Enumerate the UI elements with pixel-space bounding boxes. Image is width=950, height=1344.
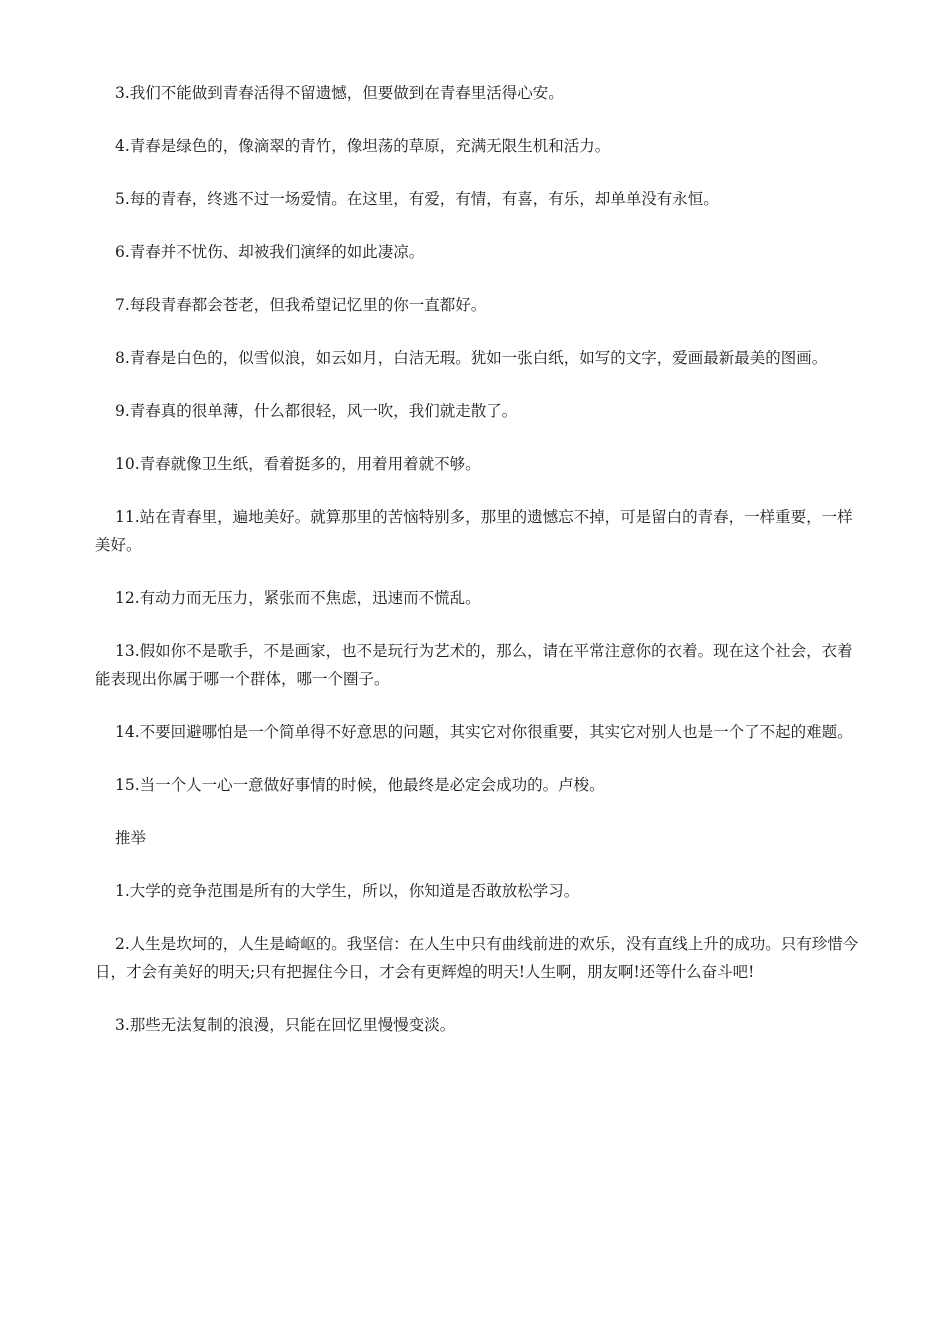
list-item: 6.青春并不忧伤、却被我们演绎的如此凄凉。 — [115, 243, 425, 261]
list-item: 5.每的青春，终逃不过一场爱情。在这里，有爱，有情，有喜，有乐，却单单没有永恒。 — [115, 190, 719, 208]
list-item: 2.人生是坎坷的，人生是崎岖的。我坚信：在人生中只有曲线前进的欢乐，没有直线上升的成功。只有珍惜今日，才会有美好的明天;只有把握住今日，才会有更辉煌的明天!人生啊，朋友啊!还等什么奋斗吧! — [95, 935, 859, 981]
list-item: 1.大学的竞争范围是所有的大学生，所以，你知道是否敢放松学习。 — [115, 882, 580, 900]
list-item: 8.青春是白色的，似雪似浪，如云如月，白洁无瑕。犹如一张白纸，如写的文字，爱画最新最美的图画。 — [115, 349, 828, 367]
list-item: 4.青春是绿色的，像滴翠的青竹，像坦荡的草原，充满无限生机和活力。 — [115, 137, 611, 155]
list-item: 3.那些无法复制的浪漫，只能在回忆里慢慢变淡。 — [115, 1016, 456, 1034]
section-heading: 推举 — [115, 829, 147, 847]
list-item: 13.假如你不是歌手，不是画家，也不是玩行为艺术的，那么，请在平常注意你的衣着。现在这个社会，衣着能表现出你属于哪一个群体，哪一个圈子。 — [95, 642, 853, 688]
document-body — [95, 79, 865, 1064]
list-item: 14.不要回避哪怕是一个简单得不好意思的问题，其实它对你很重要，其实它对别人也是一个了不起的难题。 — [115, 723, 853, 741]
list-item: 9.青春真的很单薄，什么都很轻，风一吹，我们就走散了。 — [115, 402, 518, 420]
list-item: 15.当一个人一心一意做好事情的时候，他最终是必定会成功的。卢梭。 — [115, 776, 605, 794]
list-item: 7.每段青春都会苍老，但我希望记忆里的你一直都好。 — [115, 296, 487, 314]
list-item: 11.站在青春里，遍地美好。就算那里的苦恼特别多，那里的遗憾忘不掉，可是留白的青春，一样重要，一样美好。 — [95, 508, 853, 554]
list-item: 12.有动力而无压力，紧张而不焦虑，迅速而不慌乱。 — [115, 589, 481, 607]
list-item: 10.青春就像卫生纸，看着挺多的，用着用着就不够。 — [115, 455, 481, 473]
list-item: 3.我们不能做到青春活得不留遗憾，但要做到在青春里活得心安。 — [115, 84, 564, 102]
